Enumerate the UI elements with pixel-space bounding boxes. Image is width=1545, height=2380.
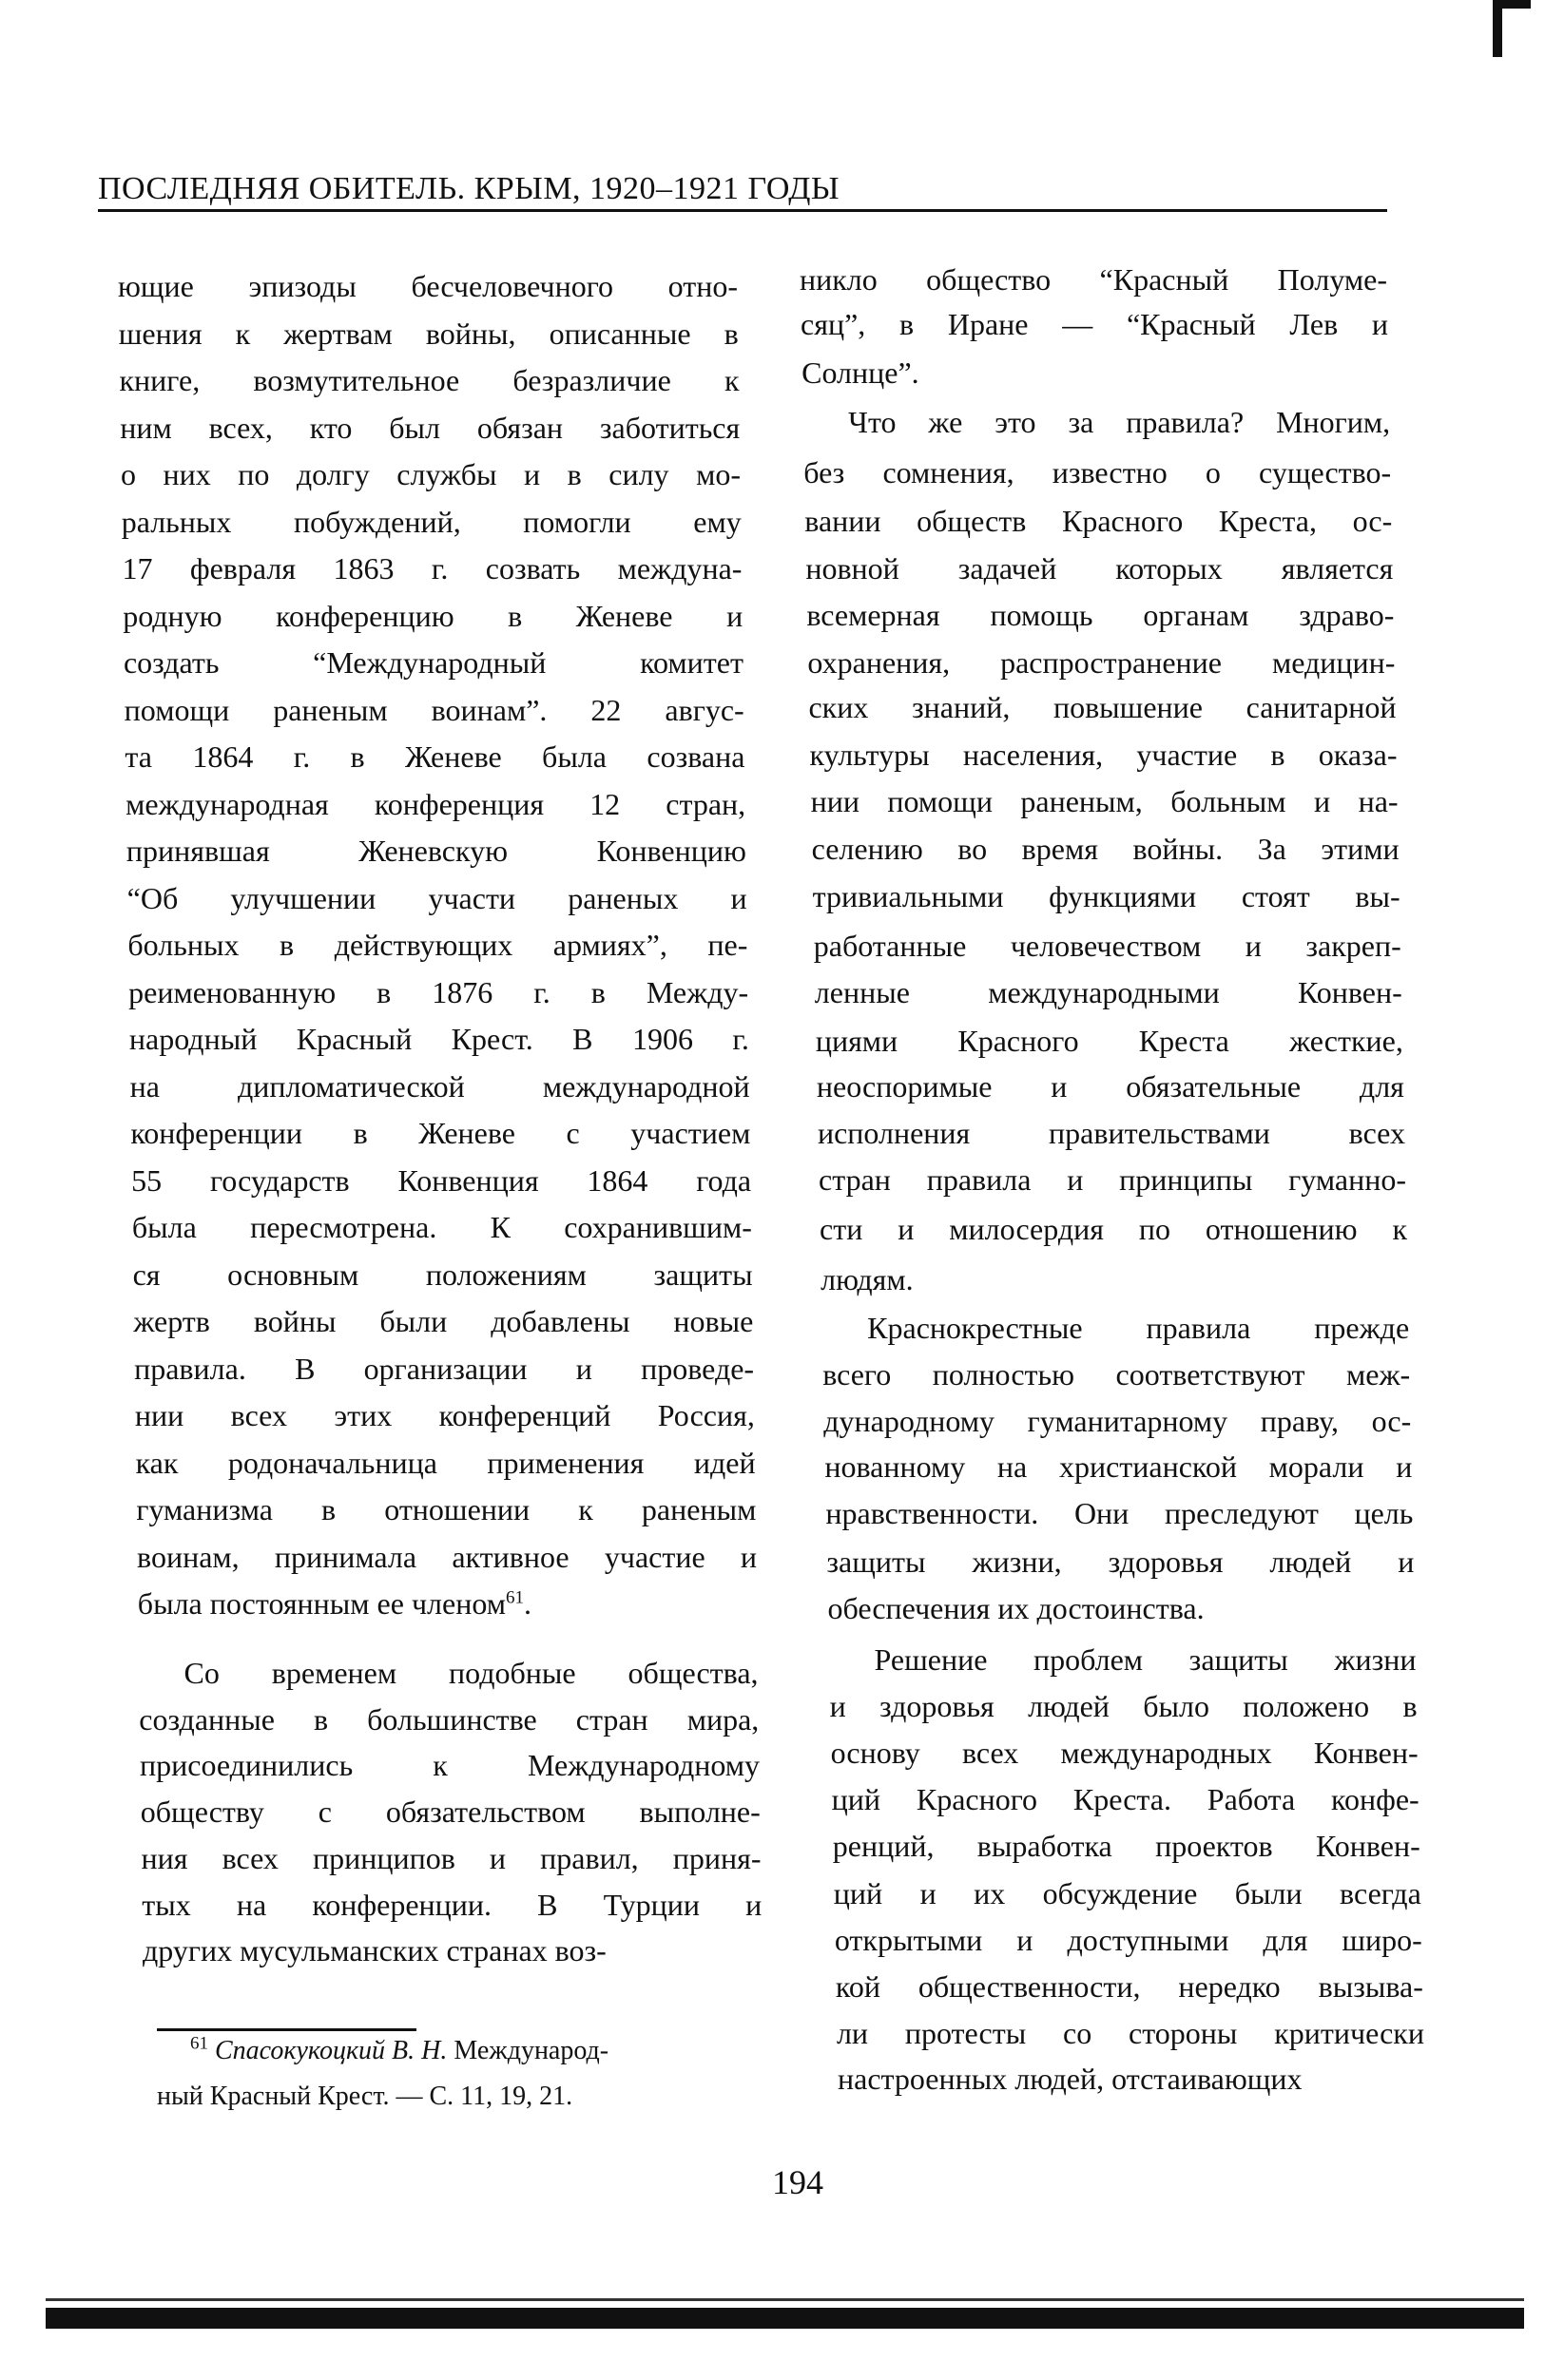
text-line — [126, 785, 745, 823]
text-line — [134, 1350, 754, 1388]
text-line — [806, 596, 1394, 634]
line-text: 17 февраля 1863 г. созвать междуна- — [122, 551, 743, 585]
text-line — [131, 1161, 751, 1200]
line-text: ющие эпизоды бесчеловечного отно- — [118, 269, 738, 303]
line-text: никло общество “Красный Полуме- — [800, 261, 1387, 297]
text-line — [130, 1114, 750, 1152]
text-line — [139, 1700, 759, 1738]
line-text: сяц”, в Иране — “Красный Лев и — [801, 307, 1389, 342]
text-line — [133, 1256, 753, 1294]
line-text: родную конференцию в Женеве и — [123, 598, 744, 633]
text-line — [836, 1967, 1423, 2006]
line-text: ций Красного Креста. Работа конфе- — [831, 1782, 1419, 1817]
line-text: ленные международными Конвен- — [814, 975, 1402, 1010]
footnote-number: 61 — [190, 2033, 208, 2054]
line-text: ренций, выработка проектов Конвен- — [832, 1829, 1420, 1864]
line-text: присоединились к Международному — [140, 1748, 761, 1783]
line-text: ских знаний, повышение санитарной — [808, 690, 1397, 725]
line-text: международная конференция 12 стран, — [126, 786, 746, 821]
text-line — [133, 1302, 753, 1340]
text-line — [818, 1114, 1405, 1152]
text-line — [118, 267, 738, 305]
text-line — [136, 1444, 756, 1482]
text-line — [807, 643, 1395, 681]
text-line — [810, 736, 1398, 774]
text-line: была постоянным ее членом$^{61}$. — [137, 1586, 531, 1621]
line-text: основу всех международных Конвен- — [830, 1736, 1419, 1771]
line-text: создать “Международный комитет — [123, 645, 744, 680]
text-line — [127, 926, 747, 964]
text-line — [122, 549, 742, 587]
line-text: ним всех, кто был обязан заботиться — [120, 410, 741, 445]
line-text: нованному на христианской морали и — [824, 1449, 1413, 1484]
text-line — [838, 2060, 1425, 2098]
line-text: всемерная помощь органам здраво- — [806, 598, 1395, 633]
text-line — [136, 1490, 756, 1528]
line-text: шения к жертвам войны, описанные в — [118, 316, 739, 351]
text-line — [813, 877, 1400, 915]
line-text: ся основным положениям защиты — [132, 1257, 753, 1292]
text-line — [867, 1309, 1409, 1347]
text-line — [825, 1494, 1413, 1532]
text-line — [822, 1355, 1410, 1393]
text-line — [184, 1654, 759, 1692]
line-text: жертв войны были добавлены новые — [133, 1304, 754, 1338]
text-line — [125, 691, 744, 729]
line-text: созданные в большинстве стран мира, — [139, 1701, 760, 1737]
scan-edge-line — [46, 2298, 1524, 2301]
line-text: на дипломатической международной — [129, 1068, 750, 1104]
line-text: та 1864 г. в Женеве была созвана — [125, 739, 745, 774]
text-line — [848, 403, 1390, 441]
line-text: конференции в Женеве с участием — [130, 1116, 751, 1150]
line-text: без сомнения, известно о существо- — [803, 454, 1392, 489]
text-line — [805, 549, 1393, 587]
line-text: народный Красный Крест. В 1906 г. — [128, 1022, 749, 1056]
text-line — [837, 2014, 1424, 2052]
footnote-line-1 — [190, 2034, 608, 2068]
text-line — [835, 1921, 1422, 1959]
text-line — [811, 782, 1399, 820]
line-text: обеспечения их достоинства. — [827, 1590, 1205, 1625]
running-header: ПОСЛЕДНЯЯ ОБИТЕЛЬ. КРЫМ, 1920–1921 ГОДЫ — [98, 171, 840, 206]
text-line — [125, 738, 744, 776]
scan-bottom-bar — [46, 2308, 1524, 2329]
text-line — [832, 1780, 1419, 1818]
line-text: принявшая Женевскую Конвенцию — [126, 834, 746, 868]
text-line — [121, 455, 741, 493]
line-text: неоспоримые и обязательные для — [816, 1068, 1404, 1104]
text-line — [142, 1839, 762, 1877]
line-text: “Об улучшении участи раненых и — [126, 880, 747, 915]
line-text: обществу с обязательством выполне- — [140, 1795, 761, 1830]
text-line — [140, 1746, 760, 1784]
line-text: была постоянным ее членом — [137, 1586, 506, 1621]
line-text: защиты жизни, здоровья людей и — [826, 1544, 1415, 1579]
line-text: реименованную в 1876 г. в Между- — [128, 974, 749, 1009]
text-line — [820, 1210, 1407, 1248]
line-text: воинам, принимала активное участие и — [137, 1539, 758, 1574]
text-line — [135, 1396, 755, 1434]
text-line — [812, 830, 1400, 868]
text-line — [819, 1161, 1406, 1199]
line-text: Краснокрестные правила прежде — [867, 1310, 1410, 1345]
text-line — [803, 453, 1391, 491]
text-line — [137, 1538, 757, 1576]
text-line — [801, 305, 1388, 343]
text-line — [821, 1260, 1408, 1298]
line-text: вании обществ Красного Креста, ос- — [804, 503, 1393, 538]
text-line — [816, 1022, 1403, 1060]
line-text: гуманизма в отношении к раненым — [136, 1492, 757, 1526]
line-text: новной задачей которых является — [805, 551, 1394, 586]
text-line — [801, 354, 1389, 392]
line-text: культуры населения, участие в оказа- — [809, 737, 1398, 772]
text-line — [120, 409, 740, 447]
line-text: исполнения правительствами всех — [817, 1115, 1405, 1150]
line-text: 55 государств Конвенция 1864 года — [131, 1162, 752, 1198]
page-number: 194 — [772, 2163, 823, 2201]
line-text: Солнце”. — [801, 355, 919, 390]
text-line — [130, 1067, 750, 1105]
text-line — [129, 1020, 749, 1058]
footnote-title-start: Международ- — [454, 2036, 609, 2065]
line-text: охранения, распространение медицин- — [807, 644, 1396, 680]
text-line — [830, 1687, 1418, 1725]
footnote-reference: 61 — [505, 1587, 524, 1608]
line-text: ли протесты со стороны критически — [836, 2016, 1424, 2051]
text-line — [126, 832, 746, 870]
text-line — [823, 1402, 1411, 1440]
line-text: всего полностью соответствуют меж- — [822, 1356, 1411, 1392]
line-text: нии всех этих конференций Россия, — [134, 1398, 755, 1432]
text-line — [141, 1793, 761, 1831]
line-text: открытыми и доступными для широ- — [834, 1922, 1422, 1957]
footnote-line-2: ный Красный Крест. — С. 11, 19, 21. — [157, 2082, 573, 2111]
line-text: сти и милосердия по отношению к — [820, 1212, 1408, 1247]
line-text: о них по долгу службы и в силу мо- — [120, 457, 741, 491]
line-text: стран правила и принципы гуманно- — [819, 1162, 1406, 1198]
line-text: людям. — [821, 1261, 914, 1296]
line-text: тых на конференции. В Турции и — [142, 1887, 763, 1922]
line-text: помощи раненым воинам”. 22 авгус- — [124, 692, 744, 727]
line-text: Что же это за правила? Многим, — [848, 405, 1391, 440]
line-text: была пересмотрена. К сохранившим- — [131, 1210, 752, 1244]
line-text: ций и их обсуждение были всегда — [833, 1875, 1421, 1910]
text-line — [833, 1827, 1420, 1865]
footnote-author: Спасокукоцкий В. Н. — [215, 2036, 448, 2065]
line-text: ния всех принципов и правил, приня- — [141, 1840, 762, 1875]
line-text: Решение проблем защиты жизни — [874, 1641, 1417, 1677]
line-text: Со временем подобные общества, — [183, 1656, 759, 1690]
text-line — [826, 1543, 1414, 1581]
text-line — [119, 315, 739, 353]
text-line — [132, 1208, 752, 1246]
line-text: больных в действующих армиях”, пе- — [127, 928, 748, 962]
text-line — [800, 260, 1387, 298]
line-text: и здоровья людей было положено в — [829, 1688, 1418, 1723]
text-line — [143, 1931, 763, 1969]
text-line — [814, 927, 1401, 965]
line-text: работанные человечеством и закреп- — [813, 929, 1401, 964]
text-line — [123, 597, 743, 635]
text-line — [817, 1067, 1404, 1105]
line-text: селению во время войны. За этими — [811, 832, 1400, 867]
line-text: дународному гуманитарному праву, ос- — [823, 1403, 1412, 1438]
text-line — [875, 1641, 1417, 1679]
text-line — [142, 1886, 762, 1924]
line-text: настроенных людей, отстаивающих — [838, 2061, 1303, 2096]
text-line — [834, 1874, 1421, 1912]
text-line — [831, 1734, 1419, 1772]
line-text: правила. В организации и проведе- — [134, 1351, 755, 1386]
text-line — [815, 973, 1402, 1011]
header-rule — [98, 209, 1387, 212]
line-text: тривиальными функциями стоят вы- — [812, 878, 1400, 913]
line-text: кой общественности, нередко вызыва- — [835, 1969, 1423, 2005]
footnote-rule — [157, 2028, 416, 2031]
text-line — [122, 503, 742, 541]
line-text: нии помощи раненым, больным и на- — [810, 783, 1399, 818]
line-text: ральных побуждений, помогли ему — [121, 504, 742, 539]
text-line — [824, 1448, 1412, 1486]
text-line — [808, 688, 1396, 726]
text-line — [119, 361, 739, 399]
line-text: нравственности. Они преследуют цель — [825, 1495, 1414, 1530]
text-line — [804, 502, 1392, 540]
line-text: других мусульманских странах воз- — [143, 1933, 607, 1968]
text-line — [128, 973, 748, 1011]
text-line — [124, 643, 744, 681]
scan-corner-mark — [1493, 0, 1502, 57]
line-text: как родоначальница применения идей — [135, 1445, 756, 1480]
text-line — [127, 879, 747, 917]
text-line — [827, 1589, 1415, 1627]
line-text: циями Красного Креста жесткие, — [815, 1024, 1403, 1059]
line-text: книге, возмутительное безразличие к — [119, 363, 740, 397]
